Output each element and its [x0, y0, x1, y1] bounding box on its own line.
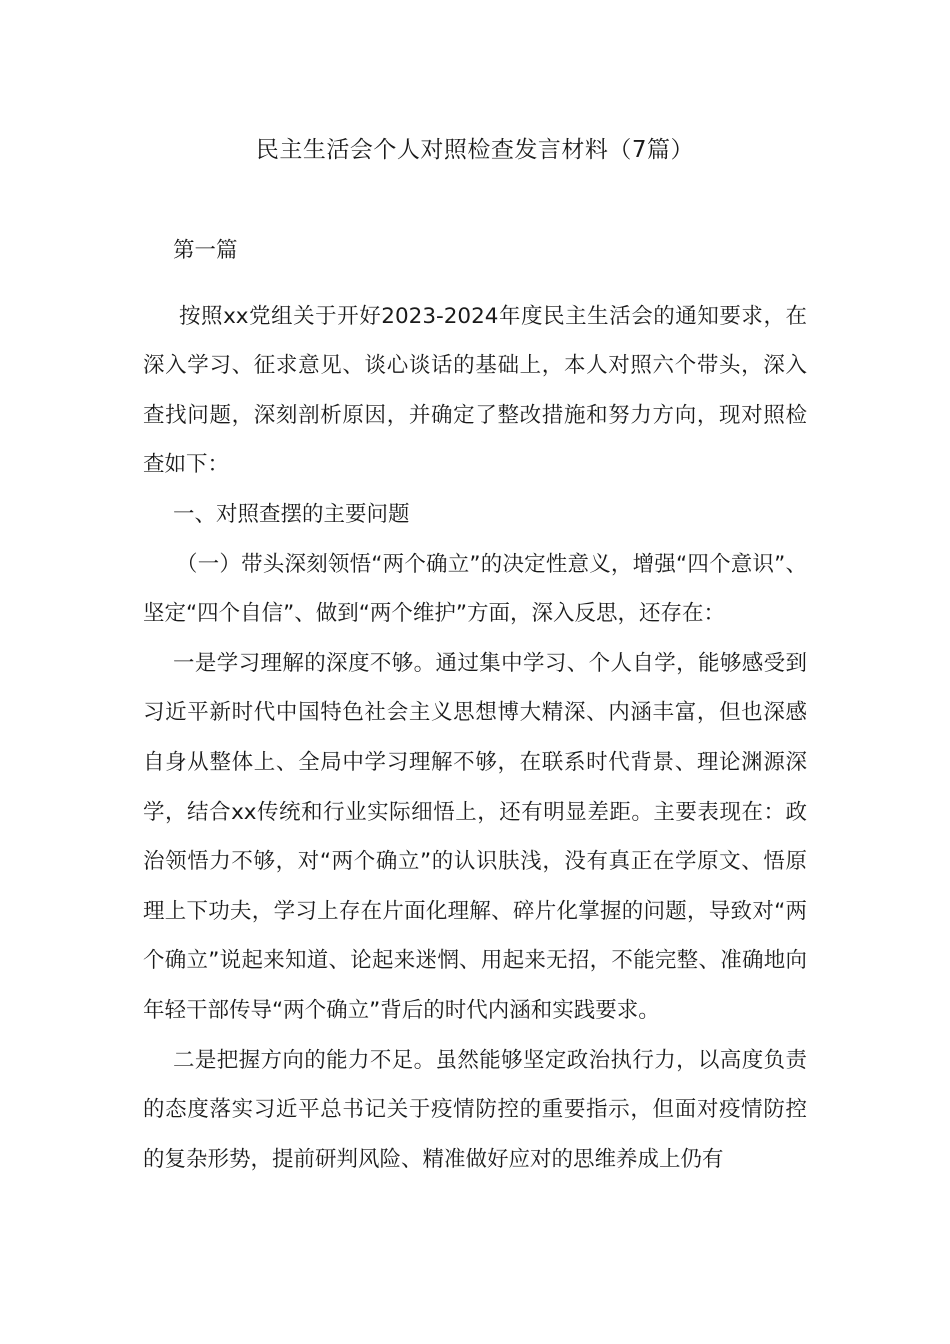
intro-paragraph: 按照xx党组关于开好2023-2024年度民主生活会的通知要求，在深入学习、征求意见、谈心谈话的基础上，本人对照六个带头，深入查找问题，深刻剖析原因，并确定了整改措施和努力方向，现对照检查如下： — [143, 303, 807, 478]
section-heading: 一、对照查摆的主要问题 — [173, 501, 410, 527]
document-title: 民主生活会个人对照检查发言材料（7篇） — [255, 137, 695, 163]
document-body — [143, 226, 807, 1184]
subsection-heading: （一）带头深刻领悟“两个确立”的决定性意义，增强“四个意识”、坚定“四个自信”、做到“两个维护”方面，深入反思，还存在： — [143, 551, 807, 627]
point-one-paragraph: 一是学习理解的深度不够。通过集中学习、个人自学，能够感受到习近平新时代中国特色社会主义思想博大精深、内涵丰富，但也深感自身从整体上、全局中学习理解不够，在联系时代背景、理论渊源深学，结合xx传统和行业实际细悟上，还有明显差距。主要表现在：政治领悟力不够，对“两个确立”的认识肤浅，没有真正在学原文、悟原理上下功夫，学习上存在片面化理解、碎片化掌握的问题，导致对“两个确立”说起来知道、论起来迷惘、用起来无招，不能完整、准确地向年轻干部传导“两个确立”背后的时代内涵和实践要求。 — [143, 650, 807, 1023]
section-label: 第一篇 — [173, 238, 238, 263]
point-two-paragraph: 二是把握方向的能力不足。虽然能够坚定政治执行力，以高度负责的态度落实习近平总书记关于疫情防控的重要指示，但面对疫情防控的复杂形势，提前研判风险、精准做好应对的思维养成上仍有 — [143, 1047, 807, 1172]
